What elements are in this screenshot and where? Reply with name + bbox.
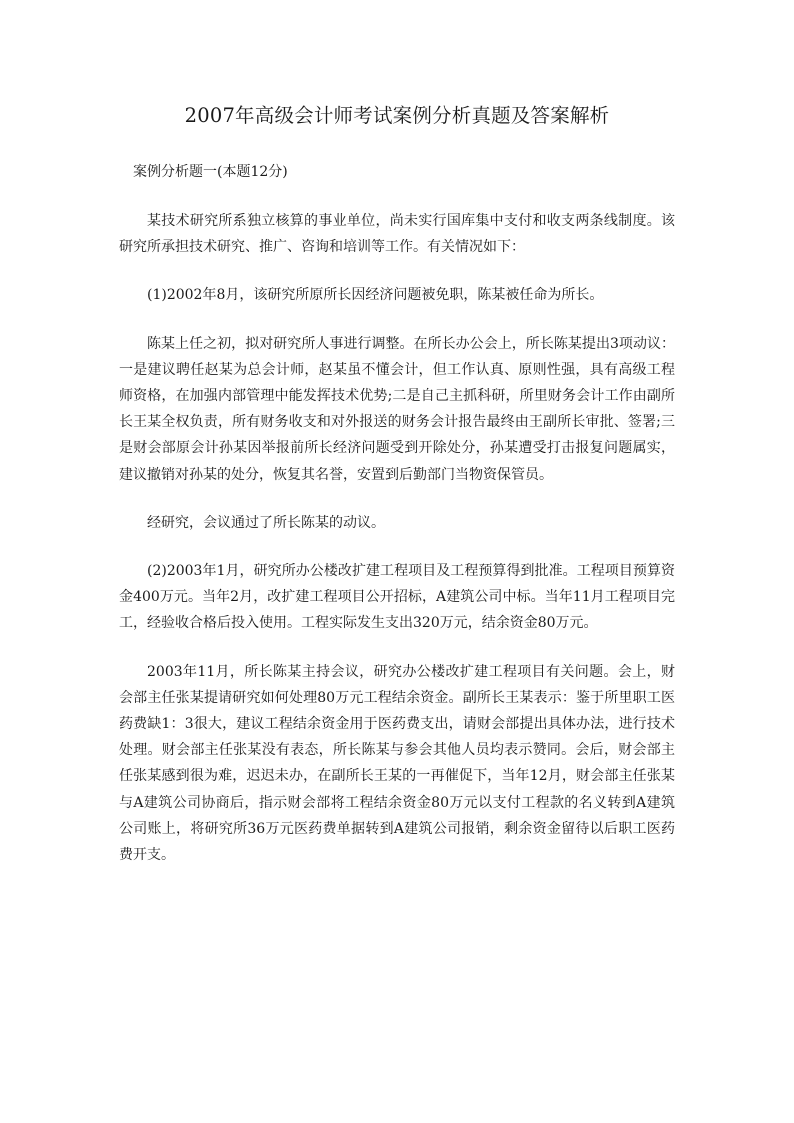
paragraph: (1)2002年8月，该研究所原所长因经济问题被免职，陈某被任命为所长。	[147, 287, 604, 304]
paragraph: (2)2003年1月，研究所办公楼改扩建工程项目及工程预算得到批准。工程项目预算资金400万元。当年2月，改扩建工程项目公开招标，A建筑公司中标。当年11月工程项目完工，经验收合格后投入使用。工程实际发生支出320万元，结余资金80万元。	[119, 563, 675, 632]
paragraph: 某技术研究所系独立核算的事业单位，尚未实行国库集中支付和收支两条线制度。该研究所承担技术研究、推广、咨询和培训等工作。有关情况如下：	[119, 213, 675, 256]
document-body	[119, 208, 675, 890]
page-title: 2007年高级会计师考试案例分析真题及答案解析	[184, 104, 610, 127]
paragraph: 陈某上任之初，拟对研究所人事进行调整。在所长办公会上，所长陈某提出3项动议：一是建议聘任赵某为总会计师，赵某虽不懂会计，但工作认真、原则性强，具有高级工程师资格，在加强内部管理中能发挥技术优势;二是自己主抓科研，所里财务会计工作由副所长王某全权负责，所有财务收支和对外报送的财务会计报告最终由王副所长审批、签署;三是财会部原会计孙某因举报前所长经济问题受到开除处分，孙某遭受打击报复问题属实，建议撤销对孙某的处分，恢复其名誉，安置到后勤部门当物资保管员。	[119, 335, 675, 483]
paragraph: 2003年11月，所长陈某主持会议，研究办公楼改扩建工程项目有关问题。会上，财会部主任张某提请研究如何处理80万元工程结余资金。副所长王某表示：鉴于所里职工医药费缺1：3很大，建议工程结余资金用于医药费支出，请财会部提出具体办法，进行技术处理。财会部主任张某没有表态，所长陈某与参会其他人员均表示赞同。会后，财会部主任张某感到很为难，迟迟未办，在副所长王某的一再催促下，当年12月，财会部主任张某与A建筑公司协商后，指示财会部将工程结余资金80万元以支付工程款的名义转到A建筑公司账上，将研究所36万元医药费单据转到A建筑公司报销，剩余资金留待以后职工医药费开支。	[119, 663, 675, 864]
paragraph: 经研究，会议通过了所长陈某的动议。	[147, 514, 385, 531]
section-heading: 案例分析题一(本题12分)	[133, 164, 288, 180]
